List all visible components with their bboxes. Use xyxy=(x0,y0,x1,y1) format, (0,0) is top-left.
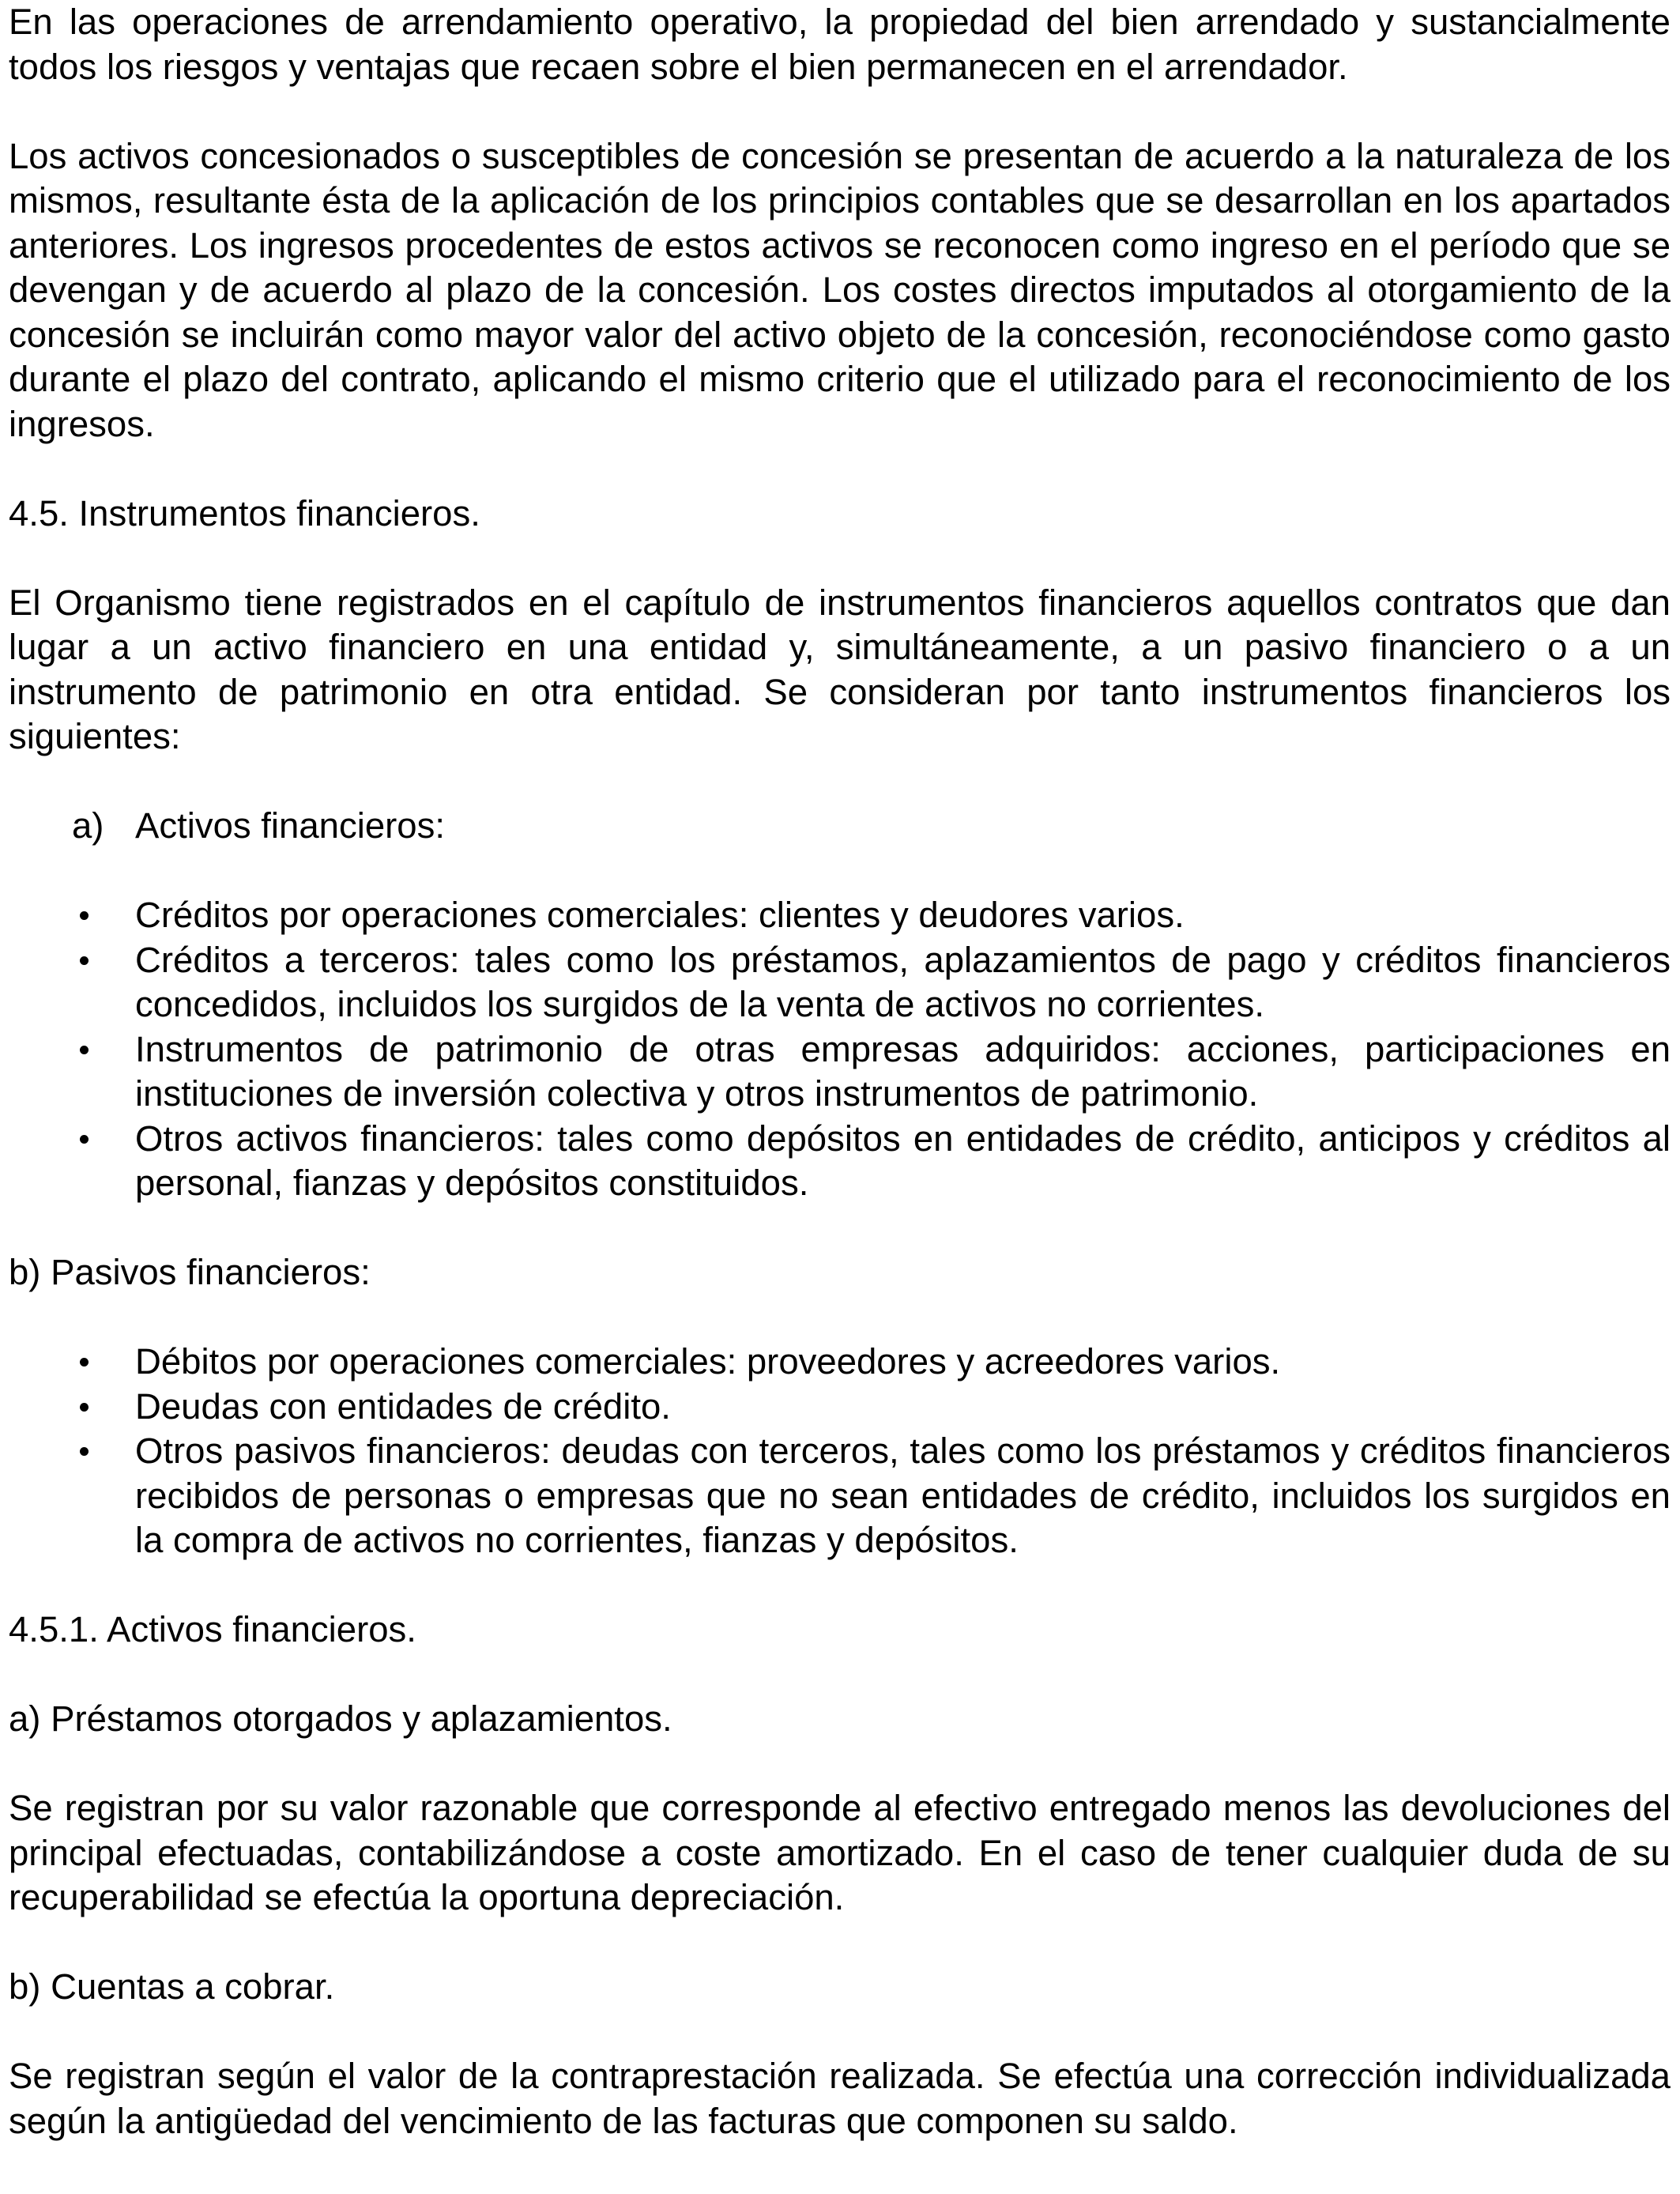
bullet-icon xyxy=(9,893,135,938)
spacer xyxy=(9,1206,1671,1251)
list-item-text: Otros pasivos financieros: deudas con terceros, tales como los préstamos y créditos financieros recibidos de personas o empresas que no sean entidades de crédito, incluidos los surgidos en la compra de activos no corrientes, fianzas y depósitos. xyxy=(135,1431,1671,1560)
bullet-icon xyxy=(9,1027,135,1117)
document-page xyxy=(9,0,1671,2143)
spacer xyxy=(9,849,1671,894)
heading-prestamos-otorgados: a) Préstamos otorgados y aplazamientos. xyxy=(9,1698,672,1739)
list-item-text: Instrumentos de patrimonio de otras empresas adquiridos: acciones, participaciones en instituciones de inversión colectiva y otros instrumentos de patrimonio. xyxy=(135,1028,1671,1114)
heading-4-5-1: 4.5.1. Activos financieros. xyxy=(9,1609,416,1649)
paragraph-activos-concesionados: Los activos concesionados o susceptibles de concesión se presentan de acuerdo a la naturaleza de los mismos, resultante ésta de la aplicación de los principios contables que se desarrollan en los apartados anteriores. Los ingresos procedentes de estos activos se reconocen como ingreso en el período que se devengan y de acuerdo al plazo de la concesión. Los costes directos imputados al otorgamiento de la concesión se incluirán como mayor valor del activo objeto de la concesión, reconociéndose como gasto durante el plazo del contrato, aplicando el mismo criterio que el utilizado para el reconocimiento de los ingresos. xyxy=(9,135,1671,444)
spacer xyxy=(9,1921,1671,1966)
heading-pasivos-financieros: b) Pasivos financieros: xyxy=(9,1252,371,1292)
list-item xyxy=(9,1117,1671,1206)
activos-bullet-list xyxy=(9,893,1671,1206)
bullet-icon xyxy=(9,938,135,1027)
list-item xyxy=(9,1385,1671,1430)
list-heading-activos xyxy=(9,804,1671,849)
spacer xyxy=(9,1653,1671,1698)
list-marker-a: a) xyxy=(72,805,104,846)
spacer xyxy=(9,2010,1671,2055)
bullet-icon xyxy=(9,1429,135,1563)
spacer xyxy=(9,760,1671,805)
list-item xyxy=(9,938,1671,1027)
spacer xyxy=(9,1295,1671,1340)
spacer xyxy=(9,447,1671,492)
paragraph-cuentas-contraprestacion: Se registran según el valor de la contraprestación realizada. Se efectúa una corrección individualizada según la antigüedad del vencimiento de las facturas que componen su saldo. xyxy=(9,2056,1671,2141)
bullet-icon xyxy=(9,1117,135,1206)
bullet-icon xyxy=(9,1340,135,1385)
list-item xyxy=(9,1429,1671,1563)
list-item-text: Otros activos financieros: tales como depósitos en entidades de crédito, anticipos y créditos al personal, fianzas y depósitos constituidos. xyxy=(135,1118,1671,1203)
pasivos-bullet-list xyxy=(9,1340,1671,1563)
spacer xyxy=(9,89,1671,134)
heading-cuentas-a-cobrar: b) Cuentas a cobrar. xyxy=(9,1966,335,2007)
spacer xyxy=(9,536,1671,581)
spacer xyxy=(9,1563,1671,1608)
list-item xyxy=(9,1027,1671,1117)
paragraph-arrendamiento-operativo: En las operaciones de arrendamiento operativo, la propiedad del bien arrendado y sustancialmente todos los riesgos y ventajas que recaen sobre el bien permanecen en el arrendador. xyxy=(9,2,1671,87)
paragraph-prestamos-valor-razonable: Se registran por su valor razonable que corresponde al efectivo entregado menos las devoluciones del principal efectuadas, contabilizándose a coste amortizado. En el caso de tener cualquier duda de su recuperabilidad se efectúa la oportuna depreciación. xyxy=(9,1788,1671,1917)
heading-4-5: 4.5. Instrumentos financieros. xyxy=(9,492,480,533)
list-heading-activos-label: Activos financieros: xyxy=(135,805,445,846)
paragraph-instrumentos-intro: El Organismo tiene registrados en el capítulo de instrumentos financieros aquellos contratos que dan lugar a un activo financiero en una entidad y, simultáneamente, a un pasivo financiero o a un instrumento de patrimonio en otra entidad. Se consideran por tanto instrumentos financieros los siguientes: xyxy=(9,582,1671,756)
spacer xyxy=(9,1742,1671,1787)
list-item-text: Créditos por operaciones comerciales: clientes y deudores varios. xyxy=(135,895,1185,935)
list-item-text: Créditos a terceros: tales como los préstamos, aplazamientos de pago y créditos financieros concedidos, incluidos los surgidos de la venta de activos no corrientes. xyxy=(135,939,1671,1024)
list-item xyxy=(9,893,1671,938)
bullet-icon xyxy=(9,1385,135,1430)
list-item-text: Débitos por operaciones comerciales: proveedores y acreedores varios. xyxy=(135,1341,1281,1382)
list-item-text: Deudas con entidades de crédito. xyxy=(135,1385,671,1427)
list-item xyxy=(9,1340,1671,1385)
